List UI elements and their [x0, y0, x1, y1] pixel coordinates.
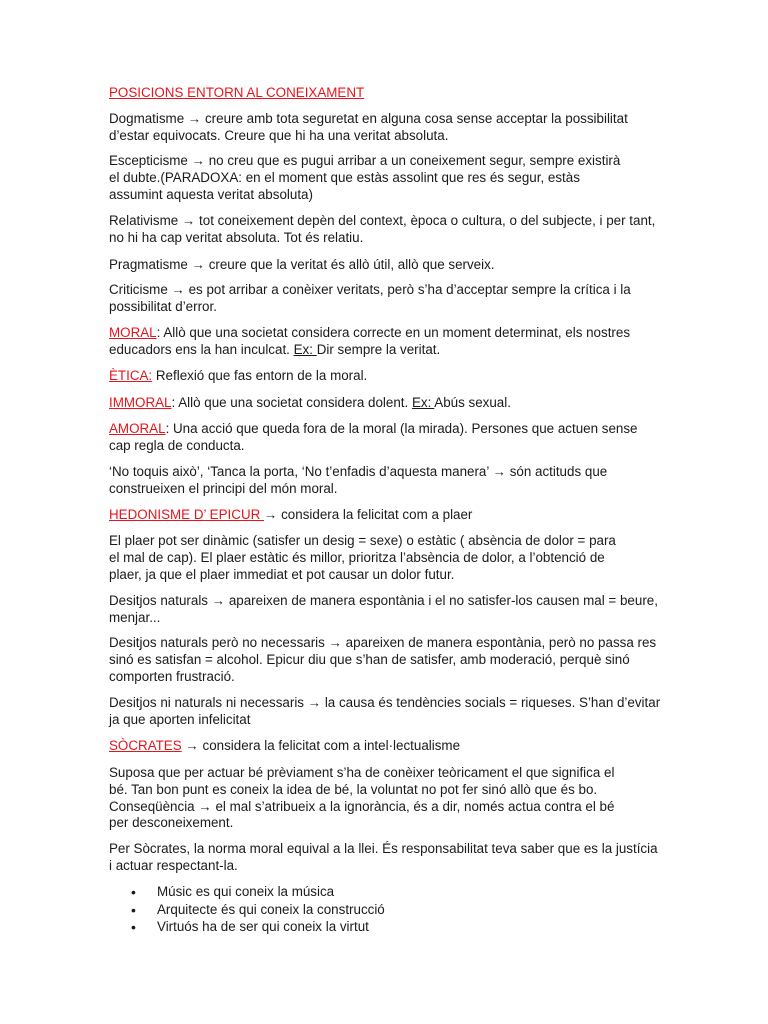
term-etica: ÈTICA: [109, 368, 153, 383]
paragraph-norma: Per Sòcrates, la norma moral equival a la llei. És responsabilitat teva saber que es la justícia i actuar respectant-la. [109, 841, 658, 873]
term-hedonisme: HEDONISME D’ EPICUR [109, 507, 264, 522]
term-amoral: AMORAL [109, 421, 166, 436]
term-socrates: SÒCRATES [109, 738, 182, 753]
list-item: • Músic es qui coneix la música [109, 884, 629, 902]
moral-example: Dir sempre la veritat. [316, 341, 441, 357]
paragraph-relativisme: Relativisme → tot coneixement depèn del context, època o cultura, o del subjecte, i per tant, no hi ha cap veritat absoluta. Tot és relatiu. [109, 213, 656, 245]
paragraph-etica [109, 368, 661, 385]
escepticisme-line-3: assumint aquesta veritat absoluta) [109, 186, 313, 202]
suposa-line-4: per desconeixement. [109, 815, 234, 831]
amoral-definition: : Una acció que queda fora de la moral (la mirada). Persones que actuen sense cap regla de conducta. [109, 421, 638, 453]
paragraph-amoral [109, 421, 661, 455]
plaer-line-2: el mal de cap). El plaer estàtic és millor, prioritza l’absència de dolor, a l’obtenció de [109, 549, 605, 565]
suposa-line-2: bé. Tan bon punt es coneix la idea de bé, la voluntat no pot fer sinó allò que és bo. [109, 781, 598, 797]
immoral-example-label: Ex: [411, 395, 435, 410]
plaer-line-1: El plaer pot ser dinàmic (satisfer un desig = sexe) o estàtic ( absència de dolor = para [109, 533, 616, 548]
hedonisme-definition: → considera la felicitat com a plaer [264, 507, 473, 522]
plaer-line-3: plaer, ja que el plaer immediat et pot causar un dolor futur. [109, 566, 455, 582]
paragraph-dogmatisme: Dogmatisme → creure amb tota seguretat en alguna cosa sense acceptar la possibilitat d’estar equivocats. Creure que hi ha una veritat absoluta. [109, 111, 628, 143]
paragraph-socrates [109, 738, 661, 755]
list-item: • Virtuós ha de ser qui coneix la virtut [109, 919, 629, 937]
paragraph-pragmatisme: Pragmatisme → creure que la veritat és allò útil, allò que serveix. [109, 257, 495, 272]
paragraph-desitjos-ni: Desitjos ni naturals ni necessaris → la causa és tendències socials = riqueses. S’han d’evitar ja que aporten infelicitat [109, 695, 661, 727]
paragraph-criticisme: Criticisme → es pot arribar a conèixer veritats, però s’ha d’acceptar sempre la crítica i la possibilitat d’error. [109, 282, 631, 314]
moral-example-label: Ex: [293, 341, 317, 357]
term-immoral: IMMORAL [109, 395, 172, 410]
list-item: • Arquitecte és qui coneix la construcció [109, 902, 629, 920]
paragraph-immoral [109, 395, 661, 412]
paragraph-moral [109, 325, 661, 359]
paragraph-plaer [109, 533, 661, 583]
moral-definition: : Allò que una societat considera correcte en un moment determinat, els nostres educadors ens la han inculcat. [109, 325, 631, 357]
socrates-definition: → considera la felicitat com a intel·lectualisme [181, 738, 461, 753]
paragraph-escepticisme [109, 153, 661, 203]
suposa-line-1: Suposa que per actuar bé prèviament s’ha de conèixer teòricament el que significa el [109, 765, 615, 780]
escepticisme-line-1: Escepticisme → no creu que es pugui arribar a un coneixement segur, sempre existirà [109, 153, 621, 168]
paragraph-actituds: ‘No toquis això’, ‘Tanca la porta, ‘No t’enfadis d’aquesta manera’ → són actituds que construeixen el principi del món moral. [109, 464, 608, 496]
paragraph-suposa [109, 765, 661, 832]
term-moral: MORAL [109, 325, 157, 340]
escepticisme-line-2: el dubte.(PARADOXA: en el moment que estàs assolint que res és segur, estàs [109, 169, 580, 185]
paragraph-desitjos-no-necessaris: Desitjos naturals però no necessaris → apareixen de manera espontània, però no passa res sinó es satisfan = alcohol. Epicur diu que s’han de satisfer, amb moderació, perquè sinó comporten frustració. [109, 635, 657, 684]
bullet-list [109, 884, 629, 937]
immoral-example: Abús sexual. [434, 395, 511, 410]
paragraph-desitjos-naturals: Desitjos naturals → apareixen de manera espontània i el no satisfer-los causen mal = beure, menjar... [109, 593, 658, 625]
immoral-definition: : Allò que una societat considera dolent. [171, 395, 412, 410]
document-title: POSICIONS ENTORN AL CONEIXAMENT [109, 85, 365, 100]
suposa-line-3: Conseqüència → el mal s’atribueix a la ignorància, és a dir, només actua contra el bé [109, 798, 615, 814]
etica-definition: Reflexió que fas entorn de la moral. [152, 368, 368, 383]
paragraph-hedonisme [109, 507, 661, 524]
